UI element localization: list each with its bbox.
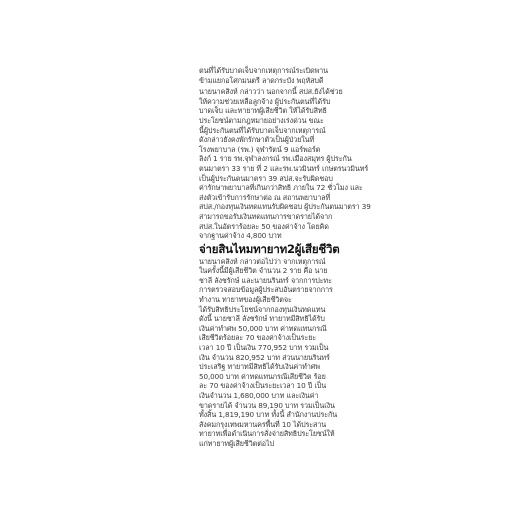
text-line: ตนที่ได้รับบาดเจ็บจากเหตุการณ์ระเบิดพาน bbox=[199, 66, 328, 75]
text-line: ทำงาน ทายาทของผู้เสียชีวิตจะ bbox=[199, 295, 292, 305]
paragraph-intro bbox=[199, 66, 328, 85]
text-line: ค่ารักษาพยาบาลที่เกินกว่าสิทธิ ภายใน 72 ชั่วโมง และ bbox=[199, 183, 363, 193]
text-line: นายนาคสิงห์ กล่าวว่า นอกจากนี้ สปส.ยังได้ช่วย bbox=[199, 87, 343, 97]
text-line: นายนาคสิงห์ กล่าวต่อไปว่า จากเหตุการณ์ bbox=[199, 256, 326, 266]
text-line: ดังกล่าวยังคงพักรักษาตัวเป็นผู้ป่วยในที่ bbox=[199, 135, 315, 145]
text-line: สปส./กองทุนเงินทดแทนรับผิดชอบ ผู้ประกันตนมาตรา 39 bbox=[199, 202, 371, 212]
article-column bbox=[199, 66, 371, 449]
text-line: ลิงก์ 1 ราย รพ.จุฬาลงกรณ์ รพ.เมืองสมุทร ผู้ประกัน bbox=[199, 154, 352, 164]
text-line: ขาดรายได้ จำนวน 89,190 บาท รวมเป็นเงิน bbox=[199, 400, 335, 410]
text-line: บาดเจ็บ และทายาทผู้เสียชีวิต ให้ได้รับสิทธิ bbox=[199, 106, 327, 116]
text-line: สามารถขอรับเงินทดแทนการขาดรายได้จาก bbox=[199, 211, 333, 221]
text-line: สปส.ในอัตราร้อยละ 50 ของค่าจ้าง โดยคิด bbox=[199, 221, 329, 231]
text-line: แก่ทายาทผู้เสียชีวิตต่อไป bbox=[199, 438, 274, 448]
text-line: ในครั้งนี้มีผู้เสียชีวิต จำนวน 2 ราย คือ นาย bbox=[199, 266, 328, 276]
text-line: 50,000 บาท ค่าทดแทนกรณีเสียชีวิต ร้อย bbox=[199, 371, 326, 381]
text-line: เงินจำนวน 1,680,000 บาท และเงินค่า bbox=[199, 391, 319, 400]
text-line: สังคมกรุงเทพมหานครพื้นที่ 10 ได้ประสาน bbox=[199, 419, 327, 429]
text-line: ประโยชน์ตามกฎหมายอย่างเร่งด่วน ขณะ bbox=[199, 115, 324, 125]
text-line: ตนมาตรา 33 ราย ที่ 2 และรพ.นวมินทร์ เกษตรนวมินทร์ bbox=[199, 163, 369, 173]
text-line: ได้รับสิทธิประโยชน์จากกองทุนเงินทดแทน bbox=[199, 304, 326, 314]
text-line: เงินค่าทำศพ 50,000 บาท ค่าทดแทนกรณี bbox=[199, 323, 327, 333]
paragraph-assistance bbox=[199, 87, 371, 241]
paragraph-compensation bbox=[199, 256, 338, 449]
text-line: ส่งตัวเข้ารับการรักษาต่อ ณ สถานพยาบาลที่ bbox=[199, 192, 331, 202]
section-headline: จ่ายสินไหมทายาท2ผู้เสียชีวิต bbox=[199, 241, 340, 256]
text-line: ข้ามแยกอโศกมนตรี ลาดกระบัง พฤหัสบดี bbox=[199, 75, 324, 85]
text-line: ทั้งสิ้น 1,819,190 บาท ทั้งนี้ สำนักงานประกัน bbox=[199, 410, 338, 420]
text-line: ประเสริฐ ทายาทมีสิทธิได้รับเงินค่าทำศพ bbox=[199, 362, 320, 372]
text-line: เสียชีวิตร้อยละ 70 ของค่าจ้างเป็นระยะ bbox=[199, 333, 317, 343]
text-line: ชาลี ลังชรักษ์ และนายนรินทร์ จากการปะทะ bbox=[199, 275, 332, 285]
text-line: ละ 70 ของค่าจ้างเป็นระยะเวลา 10 ปี เป็น bbox=[199, 381, 327, 391]
text-line: ทายาทเพื่อดำเนินการสั่งจ่ายสิทธิประโยชน์ให้ bbox=[199, 429, 335, 439]
text-line: ให้ความช่วยเหลือลูกจ้าง ผู้ประกันตนที่ได้รับ bbox=[199, 96, 331, 106]
text-line: เป็นผู้ประกันตนมาตรา 39 สปส.จะรับผิดชอบ bbox=[199, 173, 333, 183]
text-line: ดังนี้ นายชาลี ลังชรักษ์ ทายาทมีสิทธิได้รับ bbox=[199, 314, 325, 324]
text-line: นี้ผู้ประกันตนที่ได้รับบาดเจ็บจากเหตุการณ์ bbox=[199, 125, 326, 135]
text-line: เวลา 10 ปี เป็นเงิน 770,952 บาท รวมเป็น bbox=[199, 343, 329, 353]
text-line: จากฐานค่าจ้าง 4,800 บาท bbox=[199, 231, 282, 241]
text-line: เงิน จำนวน 820,952 บาท ส่วนนายนรินทร์ bbox=[199, 352, 330, 362]
text-line: โรงพยาบาล (รพ.) จุฬารัตน์ 9 แอร์พอร์ต bbox=[199, 144, 321, 154]
text-line: การตรวจสอบข้อมูลผู้ประสบอันตรายจากการ bbox=[199, 285, 333, 295]
